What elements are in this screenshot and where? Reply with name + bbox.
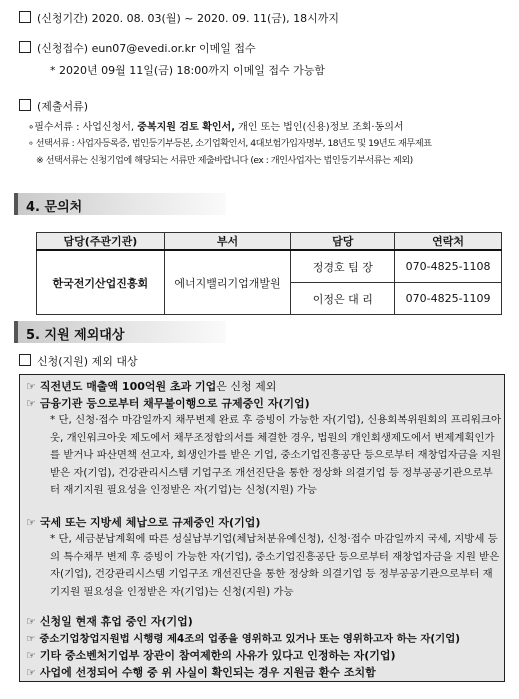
exclusion-item: ☞ 사업에 선정되어 수행 중 위 사실이 확인되는 경우 지원금 환수 조치함 (26, 666, 376, 679)
application-period (19, 10, 339, 26)
exclusion-item: ☞ 금융기관 등으로부터 채무불이행으로 규제중인 자(기업) (26, 397, 310, 410)
header-department: 부서 (164, 233, 291, 251)
section-5-title: 5. 지원 제외대상 (26, 328, 125, 343)
department-cell: 에너지밸리기업개발원 (164, 250, 291, 315)
phone-cell: 070-4825-1109 (395, 283, 502, 315)
documents-title: (제출서류) (19, 98, 88, 114)
person-cell: 정경호 팀 장 (291, 250, 395, 283)
exclusion-item: ☞ 국세 또는 지방세 체납으로 규제중인 자(기업) (26, 516, 261, 529)
checkbox-icon (19, 354, 31, 366)
receipt-text: (신청접수) eun07@evedi.or.kr 이메일 접수 (37, 42, 256, 55)
optional-documents: ∘ 선택서류 : 사업자등록증, 법인등기부등본, 소기업확인서, 4대보험가입자명부, 18년도 및 19년도 재무제표 (28, 138, 432, 149)
section-4-title: 4. 문의처 (26, 200, 83, 215)
checkbox-icon (19, 99, 31, 111)
required-documents: ∘필수서류 : 사업신청서, 중복지원 검토 확인서, 개인 또는 법인(신용)정보 조회·동의서 (28, 122, 404, 133)
contact-table (36, 232, 502, 315)
exclusions-box (19, 374, 505, 682)
application-receipt (19, 40, 256, 56)
pointing-hand-icon: ☞ (26, 397, 36, 410)
phone-cell: 070-4825-1108 (395, 250, 502, 283)
pointing-hand-icon: ☞ (26, 633, 36, 645)
exclusion-subtitle: 신청(지원) 제외 대상 (19, 353, 138, 369)
exclusion-note: * 단, 세금분납계획에 따른 성실납부기업(체납처분유예신청), 신청·접수 마감일까지 국세, 지방세 등의 특수채무 변제 후 증빙이 가능한 자(기업), 중소기업진흥공단 등으로부터 재창업자금을 지원 받은 자(기업), 건강관리시스템 기업구조 개선진단을 통한 정상화 의결기업 등 정부공공기관으로부터 재기지원 필요성을 인정받은 자(기업)는 신청(지원) 가능 (50, 533, 500, 598)
header-agency: 담당(주관기관) (37, 233, 165, 251)
exclusion-item: ☞ 신청일 현재 휴업 중인 자(기업) (26, 615, 193, 628)
period-text: (신청기간) 2020. 08. 03(월) ~ 2020. 09. 11(금), 18시까지 (37, 12, 340, 25)
exclusion-item: ☞ 직전년도 매출액 100억원 초과 기업은 신청 제외 (26, 380, 277, 393)
checkbox-icon (19, 41, 31, 53)
agency-cell: 한국전기산업진흥회 (37, 250, 165, 315)
section-5-heading (14, 321, 226, 343)
person-cell: 이정은 대 리 (291, 283, 395, 315)
header-phone: 연락처 (395, 233, 502, 251)
header-person: 담당 (291, 233, 395, 251)
optional-documents-note: ※ 선택서류는 신청기업에 해당되는 서류만 제출바랍니다 (ex : 개인사업자는 법인등기부서류는 제외) (36, 155, 413, 166)
receipt-note: * 2020년 09월 11일(금) 18:00까지 이메일 접수 가능함 (50, 64, 326, 77)
section-4-heading (14, 193, 226, 215)
pointing-hand-icon: ☞ (26, 615, 36, 628)
exclusion-note: * 단, 신청·접수 마감일까지 채무변제 완료 후 증빙이 가능한 자(기업), 신용회복위원회의 프리워크아웃, 개인워크아웃 제도에서 채무조정합의서를 체결한 경우, 법원의 개인회생제도에서 변제계획인가를 받거나 파산면책 선고자, 회생인가를 받은 기업, 중소기업진흥공단 등으로부터 재창업자금을 지원 받은 자(기업), 건강관리시스템 기업구조 개선진단을 통한 정상화 의결기업 등 정부공공기관으로부터 재기지원 필요성을 인정받은 자(기업)는 신청(지원) 가능 (50, 414, 502, 496)
pointing-hand-icon: ☞ (26, 516, 36, 529)
checkbox-icon (19, 11, 31, 23)
pointing-hand-icon: ☞ (26, 649, 36, 662)
pointing-hand-icon: ☞ (26, 380, 36, 393)
exclusion-item: ☞ 중소기업창업지원법 시행령 제4조의 업종을 영위하고 있거나 또는 영위하고자 하는 자(기업) (26, 633, 460, 645)
exclusion-item: ☞ 기타 중소벤처기업부 장관이 참여제한의 사유가 있다고 인정하는 자(기업) (26, 649, 396, 662)
pointing-hand-icon: ☞ (26, 666, 36, 679)
